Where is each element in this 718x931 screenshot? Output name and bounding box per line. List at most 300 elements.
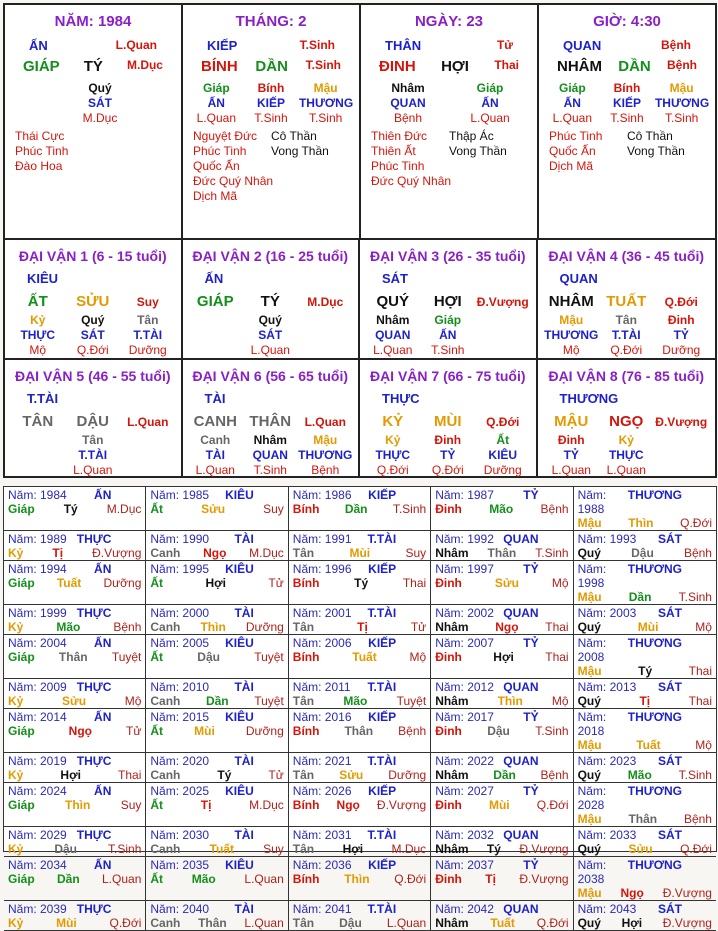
year-life: Tử bbox=[126, 724, 142, 738]
year-life: Mộ bbox=[695, 620, 712, 634]
year-star: KIÊU bbox=[225, 710, 254, 724]
year-branch: Sửu bbox=[339, 768, 364, 782]
branch-life: Bệnh bbox=[667, 58, 697, 72]
hidden-life: L.Quan bbox=[606, 463, 646, 477]
year-stem: Bính bbox=[292, 872, 320, 886]
year-branch: Sửu bbox=[494, 576, 519, 590]
year-star: QUAN bbox=[503, 606, 539, 620]
year-star: SÁT bbox=[657, 606, 682, 620]
stem-life: L.Quan bbox=[115, 38, 157, 52]
year-cell bbox=[574, 635, 716, 679]
hidden-stem: Ất bbox=[496, 433, 510, 447]
hidden-star bbox=[298, 328, 353, 343]
year-row-top bbox=[435, 532, 568, 546]
pillar-title: THÁNG: 2 bbox=[235, 13, 307, 30]
year-life: T.Sinh bbox=[392, 502, 427, 516]
year-star: T.TÀI bbox=[367, 532, 397, 546]
year-cell bbox=[146, 901, 288, 931]
hidden-stem: Giáp bbox=[202, 81, 230, 95]
year-row-bottom bbox=[578, 886, 712, 900]
year-row-bottom bbox=[150, 576, 283, 590]
luck-cycle bbox=[5, 360, 183, 478]
year-star: THƯƠNG bbox=[627, 784, 682, 798]
year-cell bbox=[431, 531, 573, 561]
year-label: Năm: 1998 bbox=[577, 562, 607, 590]
year-label: Năm: 2035 bbox=[150, 858, 210, 872]
year-star: THỰC bbox=[76, 606, 112, 620]
cycle-pillar bbox=[5, 291, 181, 358]
year-cell bbox=[4, 531, 146, 561]
hidden-hidden-star-row bbox=[5, 96, 181, 110]
year-label: Năm: 2016 bbox=[292, 710, 352, 724]
year-row-bottom bbox=[435, 546, 568, 560]
cycle-stem: ẤT bbox=[27, 293, 48, 310]
year-star: QUAN bbox=[503, 754, 539, 768]
year-stem: Mậu bbox=[577, 886, 602, 900]
year-stem: Đinh bbox=[435, 798, 462, 812]
year-star: KIẾP bbox=[368, 784, 397, 798]
hidden-star: THƯƠNG bbox=[298, 96, 354, 110]
year-star: KIẾP bbox=[368, 858, 397, 872]
hidden-star bbox=[475, 328, 530, 343]
year-label: Năm: 2030 bbox=[150, 828, 210, 842]
year-cell bbox=[289, 531, 431, 561]
year-row-top bbox=[150, 784, 283, 798]
year-row-top bbox=[578, 532, 712, 546]
cycle-title: ĐẠI VẬN 3 (26 - 35 tuổi) bbox=[369, 248, 526, 264]
year-row-top bbox=[578, 828, 712, 842]
year-row-top bbox=[435, 606, 568, 620]
year-cell bbox=[431, 635, 573, 679]
hidden-star: ẤN bbox=[563, 96, 581, 110]
stem-branch-row bbox=[361, 58, 537, 75]
year-stem: Tân bbox=[292, 842, 315, 856]
year-row-bottom bbox=[293, 502, 426, 516]
year-row-bottom bbox=[8, 768, 141, 782]
year-life: Thai bbox=[688, 664, 712, 678]
year-life: Mộ bbox=[124, 694, 142, 708]
hidden-star: TỶ bbox=[440, 448, 456, 462]
hidden-life bbox=[10, 463, 65, 478]
year-stem: Mậu bbox=[577, 516, 602, 530]
year-star: KIÊU bbox=[225, 562, 254, 576]
year-stem: Quý bbox=[577, 768, 601, 782]
year-stem: Kỷ bbox=[8, 546, 24, 560]
year-life: Q.Đới bbox=[536, 798, 569, 812]
cycle-stem: QUÝ bbox=[376, 293, 409, 310]
cycle-pillar bbox=[360, 411, 536, 478]
year-branch: Dần bbox=[205, 694, 229, 708]
year-branch: Mão bbox=[627, 768, 652, 782]
hidden-star: SÁT bbox=[258, 328, 283, 342]
cycle-branch: NGỌ bbox=[609, 413, 644, 430]
four-pillars bbox=[3, 3, 717, 240]
hidden-life: L.Quan bbox=[470, 111, 510, 125]
year-row-bottom bbox=[435, 842, 568, 856]
year-life: Mộ bbox=[551, 694, 569, 708]
year-row-top bbox=[578, 562, 712, 590]
cycle-pillar bbox=[538, 411, 716, 478]
hidden-stem: Giáp bbox=[434, 313, 462, 327]
hidden-stem: Đinh bbox=[667, 313, 695, 327]
year-label: Năm: 2008 bbox=[577, 636, 607, 664]
year-row-bottom bbox=[150, 872, 283, 886]
year-stem: Giáp bbox=[8, 724, 35, 738]
stem-star: ẤN bbox=[29, 38, 48, 53]
year-stem: Bính bbox=[292, 576, 320, 590]
year-row-bottom bbox=[8, 576, 141, 590]
hidden-life: T.Sinh bbox=[308, 111, 343, 125]
year-row-top bbox=[293, 562, 426, 576]
year-row-top bbox=[578, 710, 712, 738]
star-name: Thiên Ất bbox=[371, 144, 416, 158]
cycle-title: ĐẠI VẬN 2 (16 - 25 tuổi) bbox=[192, 248, 349, 264]
hidden-star: KIẾP bbox=[612, 96, 641, 110]
hidden-hidden-life-row bbox=[361, 111, 537, 125]
year-life: Suy bbox=[263, 502, 284, 516]
year-row-bottom bbox=[435, 694, 568, 708]
stem-branch-row bbox=[5, 58, 181, 75]
year-life: L.Quan bbox=[386, 916, 427, 930]
year-star: KIÊU bbox=[225, 858, 254, 872]
year-stem: Giáp bbox=[8, 502, 35, 516]
year-stem: Kỷ bbox=[8, 620, 24, 634]
branch-life: T.Sinh bbox=[305, 58, 341, 72]
hidden-life: L.Quan bbox=[196, 111, 236, 125]
year-label: Năm: 1996 bbox=[292, 562, 352, 576]
year-row-bottom bbox=[578, 516, 712, 530]
hidden-stem bbox=[188, 313, 243, 328]
year-star: ẤN bbox=[94, 562, 112, 576]
year-row-bottom bbox=[435, 620, 568, 634]
year-row-top bbox=[150, 754, 283, 768]
year-row-top bbox=[435, 754, 568, 768]
year-branch: Dần bbox=[628, 590, 652, 604]
year-life: T.Sinh bbox=[535, 546, 569, 560]
year-life: Q.Đới bbox=[680, 516, 712, 530]
hidden-stem bbox=[654, 433, 709, 448]
year-stem: Canh bbox=[150, 842, 181, 856]
year-star: TÀI bbox=[234, 532, 254, 546]
hidden-star: THƯƠNG bbox=[654, 96, 710, 110]
hidden-life: Dưỡng bbox=[483, 463, 522, 477]
year-label: Năm: 2000 bbox=[150, 606, 210, 620]
year-branch: Mão bbox=[56, 620, 81, 634]
year-branch: Mão bbox=[191, 872, 216, 886]
year-cell bbox=[146, 605, 288, 635]
year-label: Năm: 2006 bbox=[292, 636, 352, 650]
year-branch: Sửu bbox=[628, 842, 653, 856]
year-row-top bbox=[150, 488, 283, 502]
year-branch: Dần bbox=[344, 502, 368, 516]
cycle-life: L.Quan bbox=[304, 415, 346, 429]
year-label: Năm: 1999 bbox=[8, 606, 67, 620]
year-life: L.Quan bbox=[244, 872, 284, 886]
year-label: Năm: 2042 bbox=[435, 902, 494, 916]
year-cell bbox=[146, 783, 288, 827]
year-star: KIẾP bbox=[368, 488, 397, 502]
year-life: Thai bbox=[402, 576, 427, 590]
year-row-bottom bbox=[8, 620, 141, 634]
year-branch: Thìn bbox=[344, 872, 370, 886]
stem-life: T.Sinh bbox=[299, 38, 335, 52]
year-branch: Dần bbox=[57, 872, 80, 886]
cycle-life: L.Quan bbox=[127, 415, 169, 429]
year-star: THỰC bbox=[76, 680, 112, 694]
year-life: Mộ bbox=[409, 650, 427, 664]
year-branch: Hợi bbox=[205, 576, 226, 590]
year-stem: Giáp bbox=[8, 576, 35, 590]
stem-life: Bệnh bbox=[661, 38, 691, 52]
year-branch: Sửu bbox=[62, 694, 87, 708]
year-row-bottom bbox=[435, 724, 568, 738]
hidden-hidden-stem-row bbox=[539, 81, 715, 95]
year-life: Tử bbox=[410, 620, 427, 634]
hidden-life bbox=[475, 343, 530, 358]
year-life: Đ.Vượng bbox=[662, 916, 712, 930]
year-branch: Mùi bbox=[488, 798, 510, 812]
hidden-star: THỰC bbox=[375, 448, 411, 462]
year-life: Dưỡng bbox=[245, 724, 284, 738]
year-stem: Quý bbox=[577, 620, 601, 634]
cycle-life: Q.Đới bbox=[486, 415, 520, 429]
hidden-life: L.Quan bbox=[551, 463, 591, 477]
year-life: Suy bbox=[120, 798, 142, 812]
year-row-top bbox=[293, 680, 426, 694]
year-label: Năm: 2009 bbox=[8, 680, 67, 694]
hidden-hidden-stem-row bbox=[5, 81, 181, 95]
cycle-title: ĐẠI VẬN 6 (56 - 65 tuổi) bbox=[192, 368, 349, 384]
year-row-bottom bbox=[8, 916, 141, 930]
heavenly-stem: BÍNH bbox=[201, 58, 238, 75]
year-stem: Tân bbox=[292, 768, 315, 782]
pillar-column bbox=[5, 5, 183, 238]
year-row-top bbox=[8, 710, 141, 724]
year-stem: Mậu bbox=[577, 664, 602, 678]
year-stem: Canh bbox=[150, 916, 181, 930]
hidden-star: T.TÀI bbox=[78, 448, 108, 462]
year-label: Năm: 2032 bbox=[435, 828, 494, 842]
year-star: THƯƠNG bbox=[627, 858, 682, 872]
year-star: THỰC bbox=[76, 754, 112, 768]
hidden-star: THỰC bbox=[608, 448, 644, 462]
stem-star: QUAN bbox=[563, 38, 602, 53]
year-star: T.TÀI bbox=[367, 680, 397, 694]
year-cell bbox=[289, 753, 431, 783]
year-row-top bbox=[293, 488, 426, 502]
earthly-branch: DẦN bbox=[255, 58, 288, 75]
year-label: Năm: 2019 bbox=[8, 754, 67, 768]
year-branch: Thân bbox=[58, 650, 88, 664]
year-label: Năm: 2004 bbox=[8, 636, 67, 650]
year-branch: Tuất bbox=[352, 650, 377, 664]
year-row-top bbox=[150, 858, 283, 872]
year-stem: Đinh bbox=[435, 650, 462, 664]
year-branch: Tý bbox=[217, 768, 232, 782]
year-star: TỶ bbox=[523, 784, 539, 798]
year-row-bottom bbox=[293, 546, 426, 560]
hidden-hidden-star-row bbox=[361, 96, 537, 110]
year-label: Năm: 2029 bbox=[8, 828, 67, 842]
hidden-stem: Mậu bbox=[669, 81, 694, 95]
year-cell bbox=[574, 487, 716, 531]
year-branch: Mão bbox=[343, 694, 368, 708]
year-row-top bbox=[293, 754, 426, 768]
year-row-top bbox=[150, 710, 283, 724]
hidden-star: KIẾP bbox=[256, 96, 285, 110]
year-star: TÀI bbox=[234, 680, 254, 694]
year-stem: Quý bbox=[577, 694, 601, 708]
hidden-life: Bệnh bbox=[393, 111, 423, 125]
year-star: TỶ bbox=[523, 562, 539, 576]
year-label: Năm: 2025 bbox=[150, 784, 210, 798]
year-life: Bệnh bbox=[540, 768, 569, 782]
star-name: Vong Thần bbox=[271, 144, 329, 158]
year-stem: Đinh bbox=[435, 502, 462, 516]
year-cell bbox=[146, 635, 288, 679]
year-star: THƯƠNG bbox=[627, 562, 682, 576]
year-cell bbox=[4, 487, 146, 531]
year-cell bbox=[574, 561, 716, 605]
year-life: Tuyệt bbox=[396, 694, 427, 708]
branch-life: Thai bbox=[494, 58, 519, 72]
year-label: Năm: 2023 bbox=[577, 754, 637, 768]
earthly-branch: HỢI bbox=[441, 58, 469, 75]
hidden-star: THƯƠNG bbox=[298, 448, 353, 462]
hidden-star bbox=[188, 328, 243, 343]
year-label: Năm: 2011 bbox=[292, 680, 351, 694]
year-cell bbox=[431, 827, 573, 857]
year-row-bottom bbox=[8, 724, 141, 738]
year-life: Dưỡng bbox=[245, 620, 284, 634]
year-row-bottom bbox=[578, 738, 712, 752]
cycle-title: ĐẠI VẬN 1 (6 - 15 tuổi) bbox=[18, 248, 167, 264]
branch-life: M.Dục bbox=[126, 58, 163, 72]
hidden-stem: Bính bbox=[613, 81, 641, 95]
star-name: Phúc Tinh bbox=[15, 144, 69, 158]
year-row-top bbox=[435, 858, 568, 872]
year-cell bbox=[431, 605, 573, 635]
year-stem: Kỷ bbox=[8, 768, 24, 782]
year-row-bottom bbox=[150, 650, 283, 664]
year-life: Tuyệt bbox=[111, 650, 142, 664]
year-branch: Ngọ bbox=[495, 620, 519, 634]
year-branch: Dậu bbox=[339, 916, 362, 930]
year-row-top bbox=[150, 532, 283, 546]
year-row-top bbox=[435, 680, 568, 694]
hidden-star: T.TÀI bbox=[133, 328, 163, 342]
hidden-hidden-life-row bbox=[539, 111, 715, 125]
heavenly-stem: NHÂM bbox=[557, 58, 602, 75]
year-star: SÁT bbox=[657, 902, 682, 916]
year-label: Năm: 1993 bbox=[577, 532, 637, 546]
cycle-star: TÀI bbox=[204, 391, 226, 406]
year-label: Năm: 2022 bbox=[435, 754, 494, 768]
year-row-top bbox=[8, 636, 141, 650]
year-star: TÀI bbox=[234, 606, 254, 620]
cycle-pillar bbox=[360, 291, 536, 358]
year-label: Năm: 2034 bbox=[8, 858, 67, 872]
hidden-stem: Giáp bbox=[558, 81, 586, 95]
year-label: Năm: 2020 bbox=[150, 754, 210, 768]
year-row-bottom bbox=[150, 798, 283, 812]
year-branch: Tị bbox=[357, 620, 368, 634]
hidden-stem: Bính bbox=[257, 81, 285, 95]
star-name: Quốc Ấn bbox=[193, 159, 240, 173]
year-label: Năm: 2012 bbox=[435, 680, 494, 694]
year-star: QUAN bbox=[503, 902, 539, 916]
cycle-title: ĐẠI VẬN 8 (76 - 85 tuổi) bbox=[548, 368, 705, 384]
year-cell bbox=[289, 901, 431, 931]
hidden-stem: Mậu bbox=[313, 433, 338, 447]
year-stem: Ất bbox=[150, 724, 164, 738]
year-row-bottom bbox=[293, 576, 426, 590]
year-row-top bbox=[8, 784, 141, 798]
hidden-hidden-stem-row bbox=[361, 81, 537, 95]
year-life: Tử bbox=[268, 768, 284, 782]
year-star: ẤN bbox=[94, 488, 112, 502]
hidden-life: Bệnh bbox=[311, 463, 340, 477]
cycle-life: Suy bbox=[136, 295, 159, 309]
year-label: Năm: 1990 bbox=[150, 532, 210, 546]
year-stem: Ất bbox=[150, 650, 164, 664]
stem-branch-row bbox=[539, 58, 715, 75]
hidden-life: M.Dục bbox=[82, 111, 118, 125]
year-life: Bệnh bbox=[683, 812, 712, 826]
year-stem: Ất bbox=[150, 502, 164, 516]
hidden-life: Q.Đới bbox=[376, 463, 409, 477]
hidden-stem: Kỷ bbox=[385, 433, 401, 447]
auspicious-stars bbox=[549, 129, 602, 174]
year-row-bottom bbox=[435, 768, 568, 782]
year-stem: Quý bbox=[577, 916, 601, 930]
year-label: Năm: 2027 bbox=[435, 784, 494, 798]
year-star: KIÊU bbox=[225, 488, 254, 502]
year-branch: Hợi bbox=[493, 650, 514, 664]
hidden-star: QUAN bbox=[390, 96, 426, 110]
year-cell bbox=[289, 561, 431, 605]
year-cell bbox=[146, 679, 288, 709]
star-name: Quốc Ấn bbox=[549, 144, 596, 158]
year-cell bbox=[146, 561, 288, 605]
year-stem: Nhâm bbox=[435, 694, 469, 708]
hidden-stem bbox=[10, 433, 65, 448]
year-stem: Bính bbox=[292, 724, 320, 738]
year-life: Bệnh bbox=[398, 724, 427, 738]
year-stem: Bính bbox=[292, 502, 320, 516]
year-label: Năm: 1987 bbox=[435, 488, 494, 502]
hidden-hidden-star-row bbox=[183, 96, 359, 110]
year-row-top bbox=[8, 488, 141, 502]
year-row-bottom bbox=[578, 694, 712, 708]
year-row-top bbox=[578, 784, 712, 812]
year-row-bottom bbox=[8, 650, 141, 664]
year-star: TỶ bbox=[523, 858, 539, 872]
year-stem: Ất bbox=[150, 798, 164, 812]
luck-cycle bbox=[183, 240, 361, 360]
hidden-life bbox=[298, 343, 353, 358]
year-branch: Thân bbox=[198, 916, 227, 930]
year-branch: Tý bbox=[354, 576, 369, 590]
year-branch: Dậu bbox=[197, 650, 220, 664]
year-cell bbox=[4, 857, 146, 901]
year-row-bottom bbox=[435, 502, 568, 516]
year-star: QUAN bbox=[503, 680, 539, 694]
year-life: Q.Đới bbox=[109, 916, 142, 930]
year-star: ẤN bbox=[94, 858, 112, 872]
year-row-top bbox=[8, 680, 141, 694]
cycle-life: Đ.Vượng bbox=[476, 295, 529, 309]
